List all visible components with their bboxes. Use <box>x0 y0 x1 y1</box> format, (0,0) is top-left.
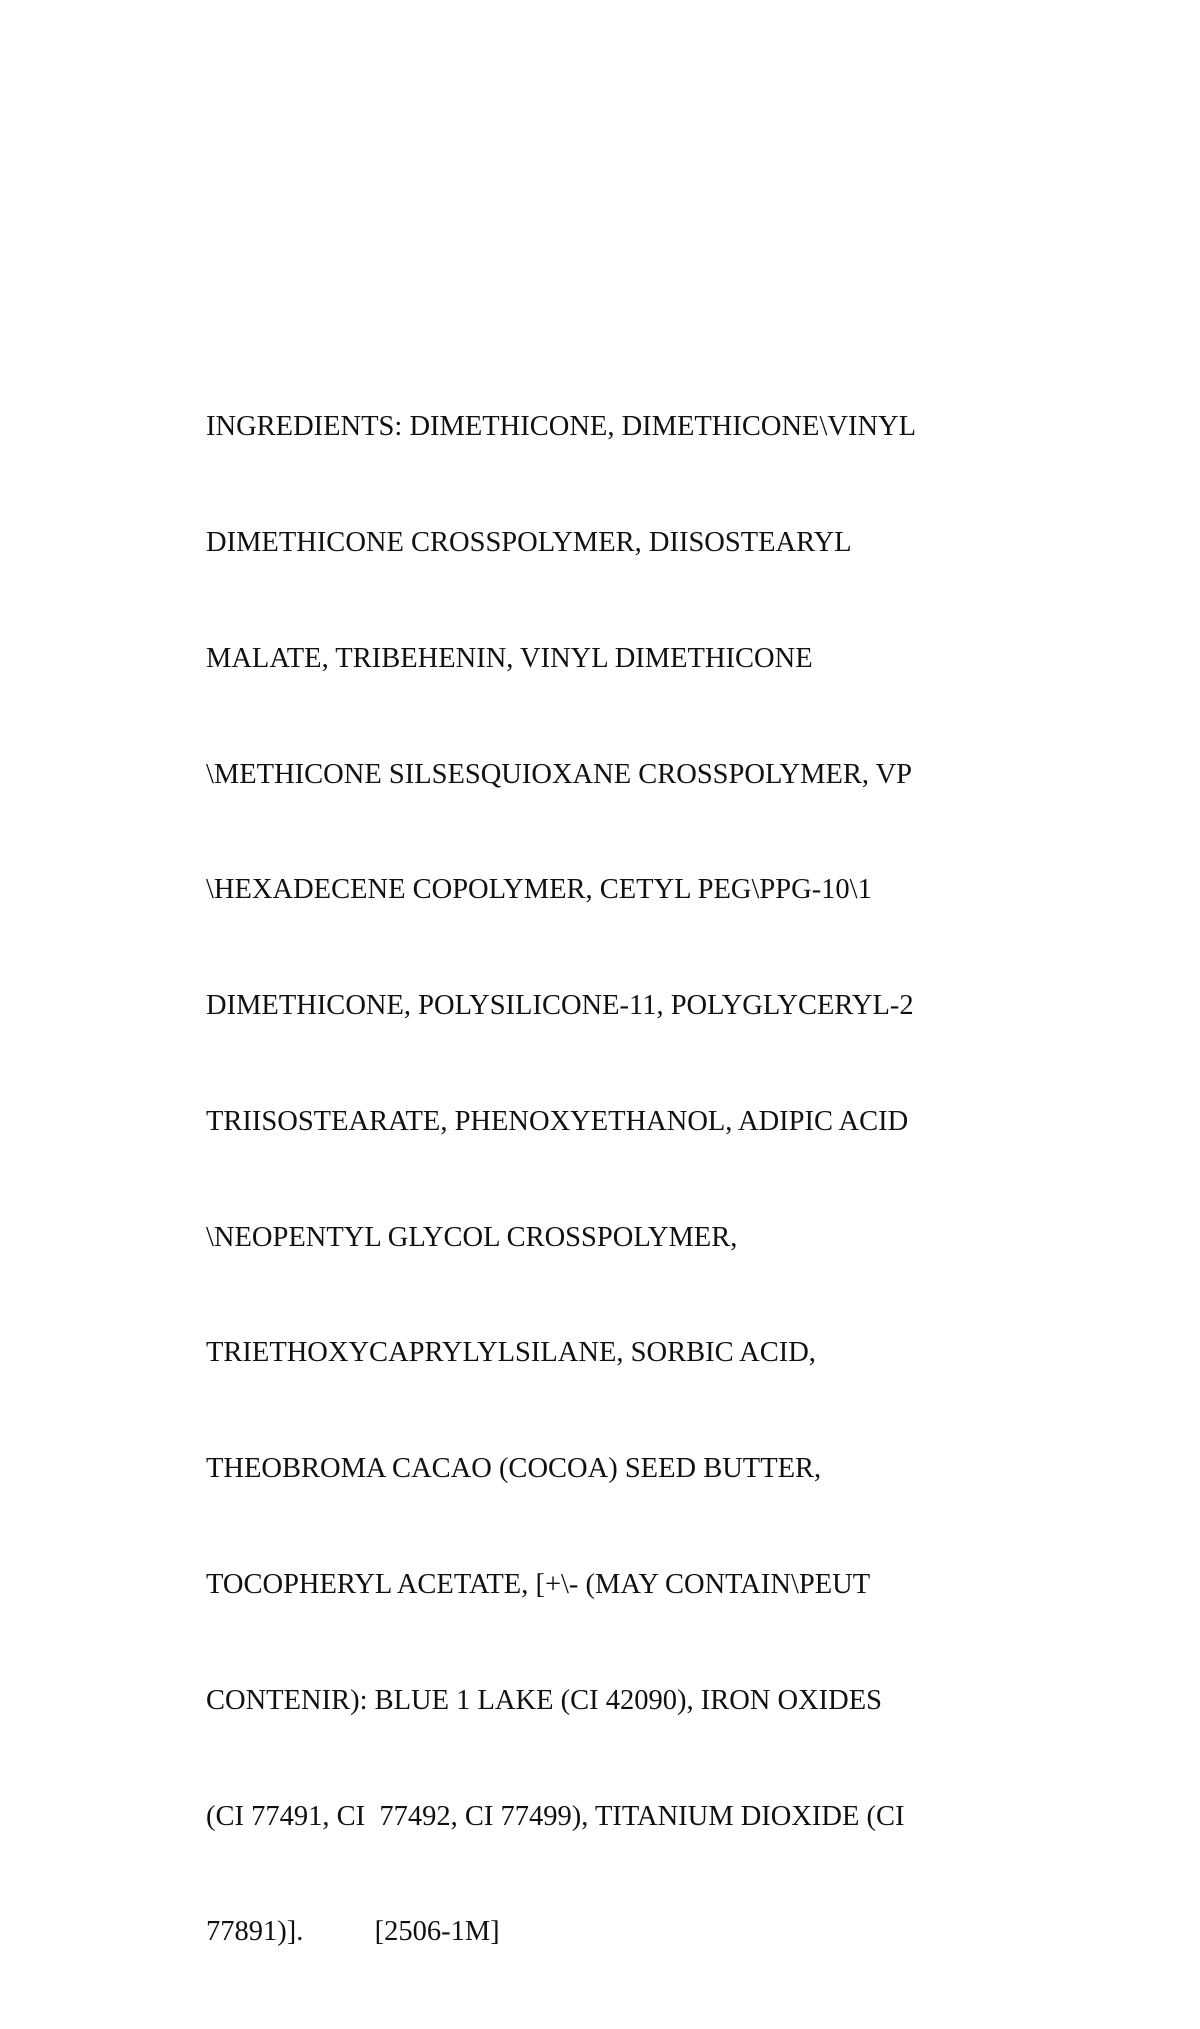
ingredients-text-block <box>206 331 1006 2029</box>
ingredients-line: (CI 77491, CI 77492, CI 77499), TITANIUM DIOXIDE (CI <box>206 1800 905 1832</box>
ingredients-line: TRIISOSTEARATE, PHENOXYETHANOL, ADIPIC ACID <box>206 1105 909 1137</box>
ingredients-line: \NEOPENTYL GLYCOL CROSSPOLYMER, <box>206 1221 738 1253</box>
ingredients-line: \METHICONE SILSESQUIOXANE CROSSPOLYMER, VP <box>206 758 913 790</box>
ingredients-line: MALATE, TRIBEHENIN, VINYL DIMETHICONE <box>206 642 813 674</box>
ingredients-line: DIMETHICONE CROSSPOLYMER, DIISOSTEARYL <box>206 526 852 558</box>
ingredients-line: 77891)]. [2506-1M] <box>206 1916 500 1948</box>
ingredients-line: THEOBROMA CACAO (COCOA) SEED BUTTER, <box>206 1453 822 1485</box>
ingredients-line: INGREDIENTS: DIMETHICONE, DIMETHICONE\VINYL <box>206 411 917 443</box>
ingredients-line: TRIETHOXYCAPRYLYLSILANE, SORBIC ACID, <box>206 1337 816 1369</box>
ingredients-line: \HEXADECENE COPOLYMER, CETYL PEG\PPG-10\1 <box>206 874 872 906</box>
ingredients-line: DIMETHICONE, POLYSILICONE-11, POLYGLYCERYL-2 <box>206 990 914 1022</box>
ingredients-line: TOCOPHERYL ACETATE, [+\- (MAY CONTAIN\PEUT <box>206 1569 871 1600</box>
ingredients-line: CONTENIR): BLUE 1 LAKE (CI 42090), IRON OXIDES <box>206 1684 883 1716</box>
